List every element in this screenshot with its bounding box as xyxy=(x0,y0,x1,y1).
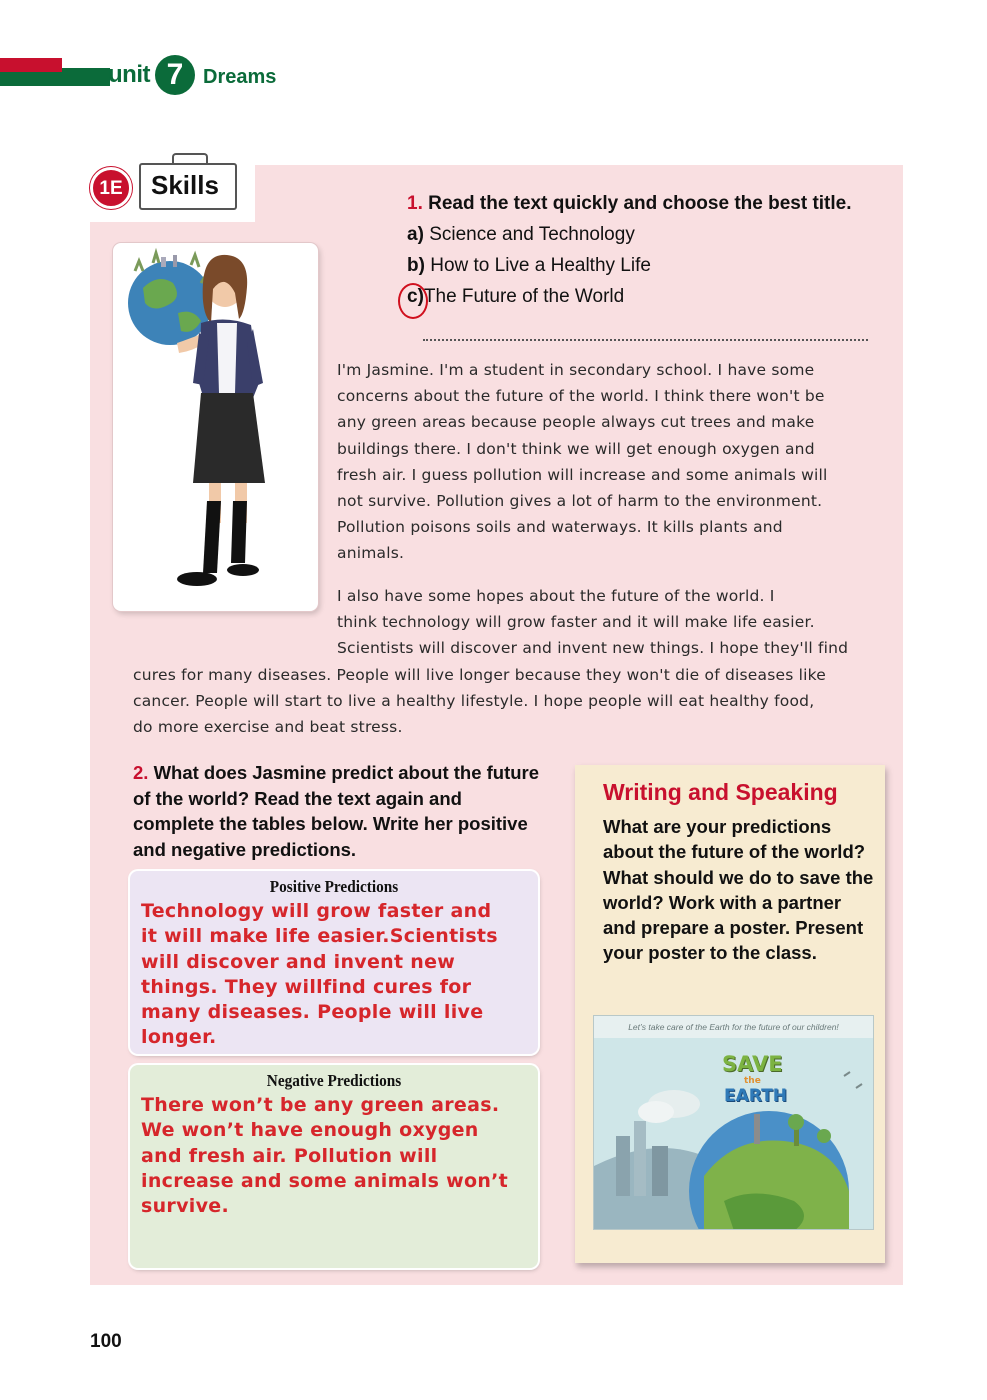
option-a-text: Science and Technology xyxy=(429,224,635,245)
answer-line: We won’t have enough oxygen xyxy=(141,1119,479,1142)
reading-paragraph-1 xyxy=(337,357,882,567)
girl-with-globe-photo xyxy=(113,243,318,611)
answer-line: many diseases. People will live xyxy=(141,1001,484,1024)
option-b-letter: b) xyxy=(407,255,425,276)
reading-line: not survive. Pollution gives a lot of harm to the environment. xyxy=(337,492,823,511)
question-1-prompt: Read the text quickly and choose the best title. xyxy=(428,193,852,214)
option-c-letter: c) xyxy=(407,286,424,307)
answer-line: will discover and invent new xyxy=(141,950,456,973)
header-red-bar xyxy=(0,58,62,72)
option-a[interactable] xyxy=(407,224,635,246)
answer-line: increase and some animals won’t xyxy=(141,1169,509,1192)
poster-the-text: the xyxy=(744,1076,761,1086)
reading-line: animals. xyxy=(337,544,405,563)
unit-number-badge: 7 xyxy=(155,55,195,95)
reading-line: think technology will grow faster and it will make life easier. xyxy=(337,613,815,632)
positive-predictions-box[interactable] xyxy=(130,871,538,1054)
option-c[interactable] xyxy=(407,286,624,308)
option-c-text: The Future of the World xyxy=(423,286,625,307)
question-1 xyxy=(407,193,852,215)
option-a-letter: a) xyxy=(407,224,424,245)
unit-title: Dreams xyxy=(203,66,277,88)
negative-predictions-title: Negative Predictions xyxy=(266,1071,402,1090)
writing-speaking-title: Writing and Speaking xyxy=(603,779,838,805)
reading-line: concerns about the future of the world. I think there won't be xyxy=(337,387,825,406)
section-badge: 1E xyxy=(90,167,132,209)
girl-illustration xyxy=(113,243,318,611)
question-1-number: 1. xyxy=(407,193,423,214)
answer-line: survive. xyxy=(141,1195,229,1218)
unit-label: unit xyxy=(108,61,150,88)
selected-answer-circle xyxy=(398,283,428,319)
reading-line: any green areas because people always cut trees and make xyxy=(337,413,815,432)
reading-paragraph-2-bottom xyxy=(133,662,893,741)
reading-line: Pollution poisons soils and waterways. It kills plants and xyxy=(337,518,783,537)
negative-predictions-box[interactable] xyxy=(130,1065,538,1268)
reading-line: cancer. People will start to live a healthy lifestyle. I hope people will eat healthy food, xyxy=(133,692,815,711)
positive-predictions-title: Positive Predictions xyxy=(269,877,399,896)
writing-speaking-instructions: What are your predictions about the future of the world? What should we do to save the world? Work with a partner and prepare a poster. Present your poster to the class. xyxy=(603,816,874,964)
reading-line: fresh air. I guess pollution will increase and some animals will xyxy=(337,465,828,484)
negative-predictions-answer xyxy=(130,1091,538,1219)
reading-line: do more exercise and beat stress. xyxy=(133,718,403,737)
question-2 xyxy=(133,760,543,862)
reading-line: Scientists will discover and invent new things. I hope they'll find xyxy=(337,639,849,658)
reading-line: I also have some hopes about the future of the world. I xyxy=(337,587,775,605)
poster-caption: Let’s take care of the Earth for the future of our children! xyxy=(594,1016,873,1038)
poster-save-text: SAVE xyxy=(722,1052,783,1076)
answer-line: Technology will grow faster and xyxy=(141,900,492,922)
question-2-prompt: What does Jasmine predict about the future of the world? Read the text again and complete the tables below. Write her positive and negative predictions. xyxy=(133,762,540,860)
reading-line: cures for many diseases. People will live longer because they won't die of diseases like xyxy=(133,666,827,684)
poster-earth-text: EARTH xyxy=(724,1086,787,1106)
answer-dotted-line xyxy=(423,339,868,341)
reading-paragraph-2-top xyxy=(337,583,882,662)
answer-line: it will make life easier.Scientists xyxy=(141,925,498,948)
answer-line: There won’t be any green areas. xyxy=(141,1094,500,1116)
header-green-bar xyxy=(0,72,110,86)
earth-illustration xyxy=(594,1016,874,1230)
positive-predictions-answer xyxy=(130,897,538,1051)
save-the-earth-poster xyxy=(593,1015,874,1230)
answer-line: longer. xyxy=(141,1026,217,1049)
question-2-number: 2. xyxy=(133,762,149,783)
reading-line: buildings there. I don't think we will get enough oxygen and xyxy=(337,439,815,458)
answer-line: and fresh air. Pollution will xyxy=(141,1144,438,1167)
page-number: 100 xyxy=(90,1331,122,1352)
answer-line: things. They willfind cures for xyxy=(141,975,472,998)
section-label: Skills xyxy=(151,170,219,200)
option-b[interactable] xyxy=(407,255,651,277)
reading-line: I'm Jasmine. I'm a student in secondary school. I have some xyxy=(337,361,815,379)
option-b-text: How to Live a Healthy Life xyxy=(430,255,651,276)
